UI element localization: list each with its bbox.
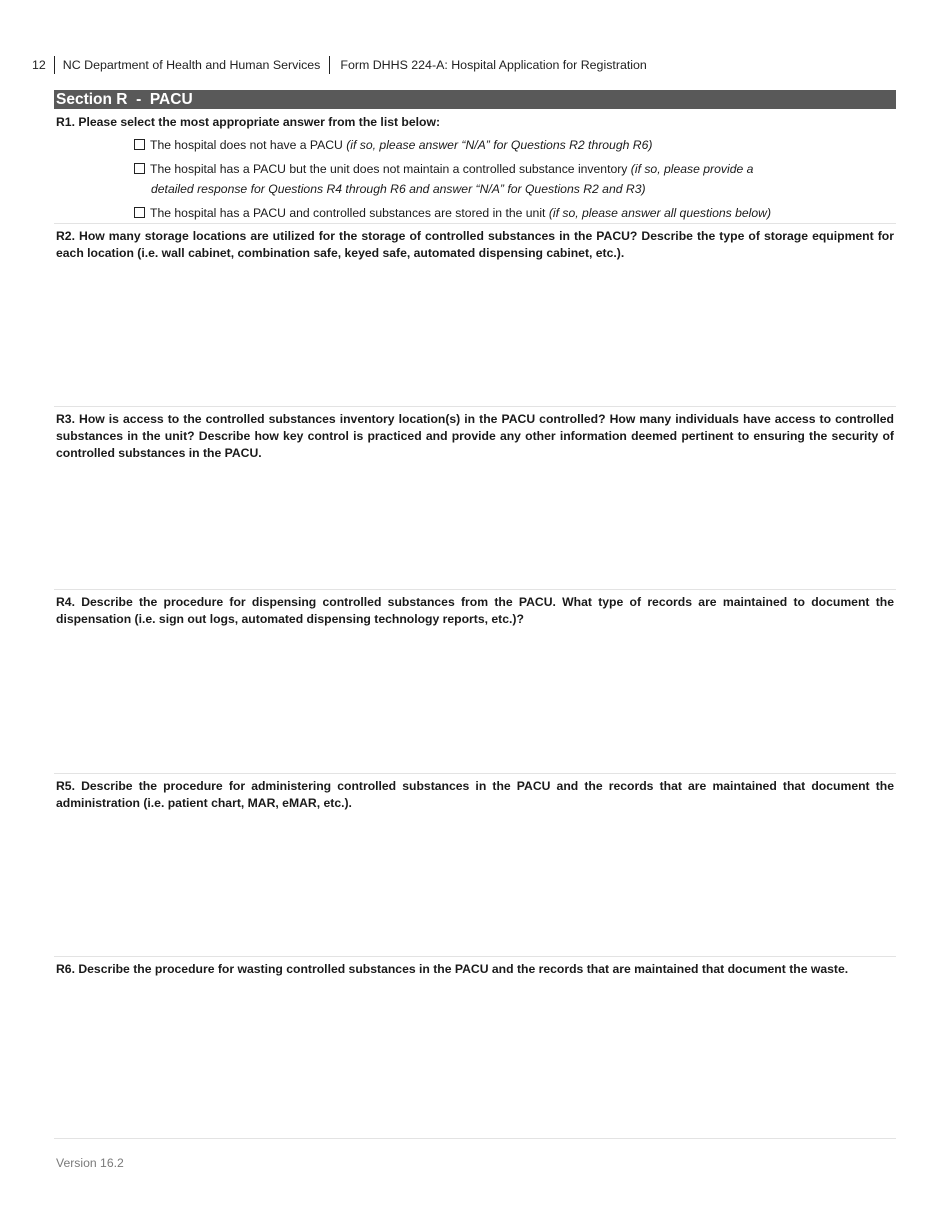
- divider: [54, 223, 896, 224]
- checkbox[interactable]: [134, 163, 145, 174]
- divider: [54, 406, 896, 407]
- question-r3: R3. How is access to the controlled substances inventory location(s) in the PACU controlled? How many individuals have access to controlled substances in the unit? Describe how key control is practiced and provide any other information deemed pertinent to ensuring the security of controlled substances in the PACU.: [56, 412, 894, 460]
- question-r5: R5. Describe the procedure for administering controlled substances in the PACU and the records that are maintained that document the administration (i.e. patient chart, MAR, eMAR, etc.).: [56, 779, 894, 810]
- r1-option-pacu-with-inventory[interactable]: [134, 203, 771, 223]
- section-title: Section R - PACU: [56, 91, 193, 108]
- question-r4: R4. Describe the procedure for dispensing controlled substances from the PACU. What type of records are maintained to document the dispensation (i.e. sign out logs, automated dispensing technology reports, etc.)?: [56, 595, 894, 626]
- option-label: The hospital does not have a PACU: [150, 138, 347, 152]
- r1-option-pacu-no-inventory[interactable]: [134, 159, 753, 199]
- divider: [54, 956, 896, 957]
- option-note: (if so, please provide a: [630, 162, 754, 176]
- r1-option-no-pacu[interactable]: [134, 135, 652, 155]
- question-r1: R1. Please select the most appropriate answer from the list below:: [56, 115, 441, 129]
- option-label: The hospital has a PACU but the unit does not maintain a controlled substance inventory: [150, 162, 631, 176]
- question-r6: R6. Describe the procedure for wasting controlled substances in the PACU and the records that are maintained that document the waste.: [56, 962, 849, 976]
- checkbox[interactable]: [134, 207, 145, 218]
- page-number: 12: [32, 58, 46, 72]
- option-note: (if so, please answer “N/A” for Questions R2 through R6): [346, 138, 653, 152]
- section-title-bar: [54, 90, 896, 109]
- checkbox[interactable]: [134, 139, 145, 150]
- divider: [54, 773, 896, 774]
- footer-divider: [54, 1138, 896, 1139]
- option-note: (if so, please answer all questions below): [548, 206, 772, 220]
- version-label: Version 16.2: [56, 1156, 124, 1170]
- divider: [54, 589, 896, 590]
- form-title: Form DHHS 224-A: Hospital Application for Registration: [340, 58, 647, 72]
- department-name: NC Department of Health and Human Services: [62, 58, 321, 72]
- question-r2: R2. How many storage locations are utilized for the storage of controlled substances in the PACU? Describe the type of storage equipment for each location (i.e. wall cabinet, combination safe, keyed safe, automated dispensing cabinet, etc.).: [56, 229, 894, 260]
- page-header: [32, 56, 647, 74]
- option-note-continued: detailed response for Questions R4 through R6 and answer “N/A” for Questions R2 and R3): [151, 182, 646, 196]
- option-label: The hospital has a PACU and controlled substances are stored in the unit: [150, 206, 549, 220]
